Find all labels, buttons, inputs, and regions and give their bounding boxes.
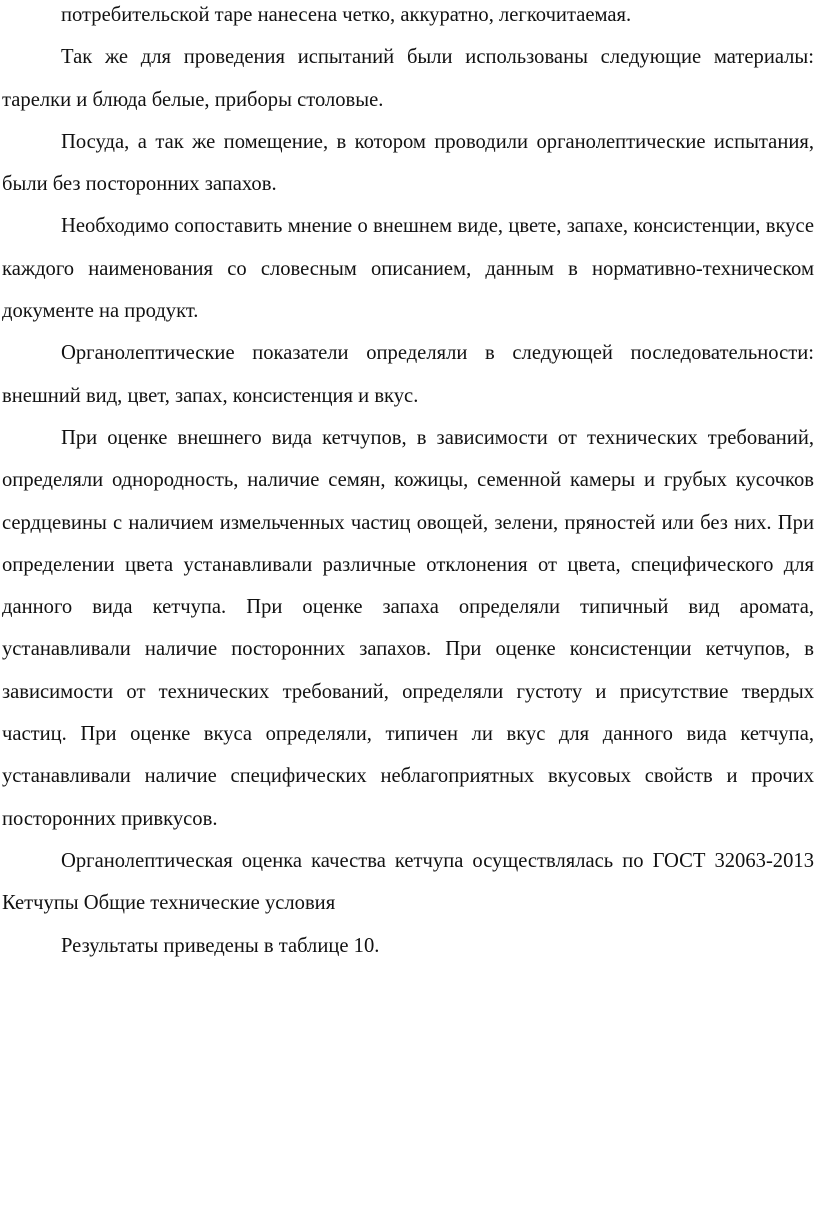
paragraph: Органолептическая оценка качества кетчупа осуществлялась по ГОСТ 32063-2013 Кетчупы Общие технические условия	[2, 849, 814, 915]
body-text	[2, 0, 814, 967]
paragraph: Посуда, а так же помещение, в котором проводили органолептические испытания, были без посторонних запахов.	[2, 130, 814, 196]
paragraph: потребительской таре нанесена четко, аккуратно, легкочитаемая.	[61, 4, 632, 26]
paragraph: Органолептические показатели определяли в следующей последовательности: внешний вид, цвет, запах, консистенция и вкус.	[2, 342, 814, 407]
paragraph: При оценке внешнего вида кетчупов, в зависимости от технических требований, определяли однородность, наличие семян, кожицы, семенной камеры и грубых кусочков сердцевины с наличием измельченных частиц овощей, зелени, пряностей или без них. При определении цвета устанавливали различные отклонения от цвета, специфического для данного вида кетчупа. При оценке запаха определяли типичный вид аромата, устанавливали наличие посторонних запахов. При оценке консистенции кетчупов, в зависимости от технических требований, определяли густоту и присутствие твердых частиц. При оценке вкуса определяли, типичен ли вкус для данного вида кетчупа, устанавливали наличие специфических неблагоприятных вкусовых свойств и прочих посторонних привкусов.	[2, 426, 814, 830]
paragraph: Необходимо сопоставить мнение о внешнем виде, цвете, запахе, консистенции, вкусе каждого наименования со словесным описанием, данным в нормативно-техническом документе на продукт.	[2, 215, 814, 323]
paragraph: Так же для проведения испытаний были использованы следующие материалы: тарелки и блюда белые, приборы столовые.	[2, 46, 814, 111]
paragraph: Результаты приведены в таблице 10.	[61, 934, 380, 957]
